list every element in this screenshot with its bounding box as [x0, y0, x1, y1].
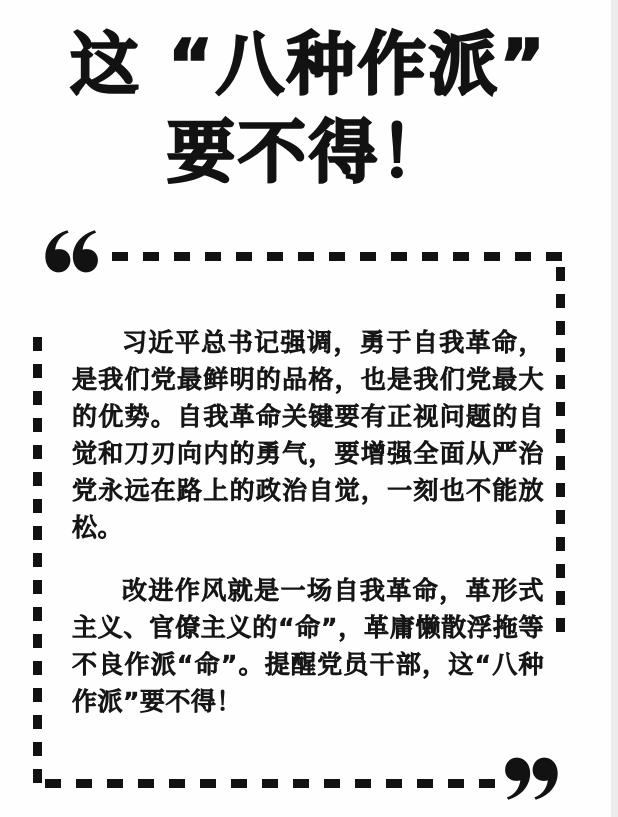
- quote-border-right: [556, 267, 565, 640]
- quote-border-left: [33, 337, 42, 788]
- quote-paragraph-1: 习近平总书记强调，勇于自我革命，是我们党最鲜明的品格，也是我们党最大的优势。自我革命关键要有正视问题的自觉和刀刃向内的勇气，要增强全面从严治党永远在路上的政治自觉，一刻也不能放松。: [72, 328, 544, 542]
- quote-text: [72, 324, 544, 746]
- open-quote-icon: [44, 229, 98, 273]
- page-title: [0, 22, 618, 198]
- quote-border-bottom: [45, 779, 497, 788]
- quote-border-top: [112, 252, 564, 261]
- title-line-2: 要不得！: [166, 114, 451, 193]
- quote-paragraph-2: 改进作风就是一场自我革命，革形式主义、官僚主义的“命”，革庸懒散浮拖等不良作派“命”。提醒党员干部，这“八种作派”要不得！: [72, 576, 544, 716]
- title-line-1: 这 “八种作派”: [70, 26, 548, 105]
- close-quote-icon: [505, 757, 559, 801]
